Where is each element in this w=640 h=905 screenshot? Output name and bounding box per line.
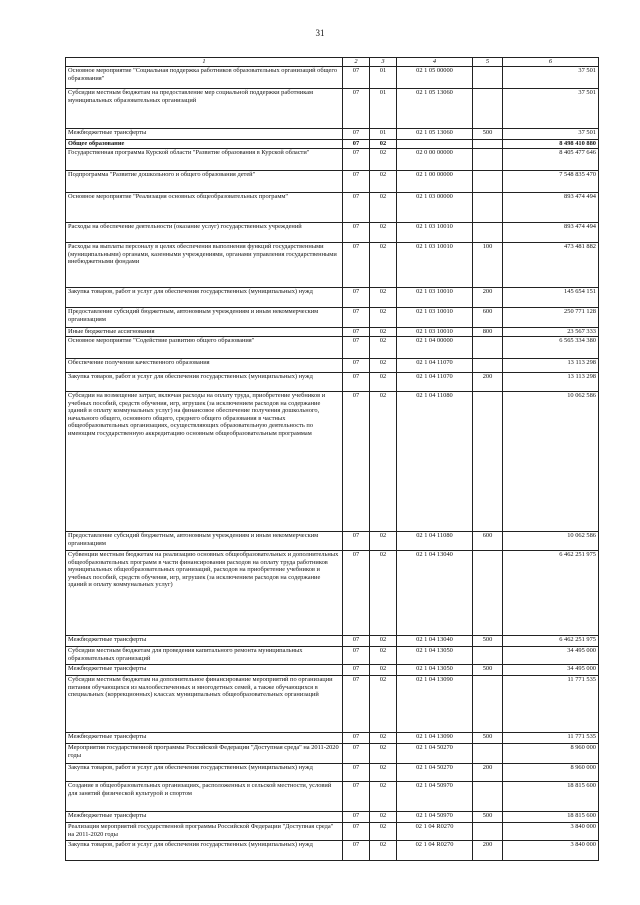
cell-name: Субсидии местным бюджетам для проведения капитального ремонта муниципальных образовательных организаций bbox=[66, 647, 343, 665]
cell-name: Межбюджетные трансферты bbox=[66, 665, 343, 676]
cell-section: 07 bbox=[343, 532, 370, 551]
cell-name: Создание в общеобразовательных организациях, расположенных в сельской местности, условий для занятий физической культурой и спортом bbox=[66, 782, 343, 812]
cell-subsection: 02 bbox=[370, 171, 397, 193]
cell-subsection: 02 bbox=[370, 140, 397, 149]
cell-amount: 11 771 535 bbox=[503, 676, 599, 733]
cell-section: 07 bbox=[343, 243, 370, 288]
cell-target-item: 02 1 05 13060 bbox=[397, 89, 473, 129]
cell-expense-type: 200 bbox=[473, 764, 503, 782]
table-row bbox=[66, 764, 599, 782]
cell-amount: 11 771 535 bbox=[503, 733, 599, 744]
cell-subsection: 02 bbox=[370, 733, 397, 744]
table-row bbox=[66, 744, 599, 764]
cell-expense-type: 500 bbox=[473, 636, 503, 647]
column-header: 4 bbox=[397, 58, 473, 67]
table-row bbox=[66, 359, 599, 373]
table-row bbox=[66, 392, 599, 532]
cell-subsection: 02 bbox=[370, 243, 397, 288]
table-row bbox=[66, 193, 599, 223]
cell-subsection: 02 bbox=[370, 373, 397, 392]
table-row bbox=[66, 676, 599, 733]
cell-subsection: 02 bbox=[370, 223, 397, 243]
cell-subsection: 02 bbox=[370, 676, 397, 733]
cell-amount: 34 495 000 bbox=[503, 647, 599, 665]
table-row bbox=[66, 636, 599, 647]
cell-section: 07 bbox=[343, 665, 370, 676]
cell-target-item: 02 1 04 13090 bbox=[397, 676, 473, 733]
cell-section: 07 bbox=[343, 308, 370, 328]
column-header: 1 bbox=[66, 58, 343, 67]
cell-target-item: 02 1 04 13050 bbox=[397, 665, 473, 676]
table-row bbox=[66, 67, 599, 89]
cell-amount: 145 654 151 bbox=[503, 288, 599, 308]
cell-section: 07 bbox=[343, 337, 370, 359]
cell-target-item: 02 1 03 10010 bbox=[397, 328, 473, 337]
cell-name: Субсидии местным бюджетам на дополнительное финансирование мероприятий по организации питания обучающихся из малообеспеченных и многодетных семей, а также обучающихся в специальных (коррекционных) классах муниципальных общеобразовательных организаций bbox=[66, 676, 343, 733]
cell-name: Закупка товаров, работ и услуг для обеспечения государственных (муниципальных) нужд bbox=[66, 373, 343, 392]
cell-subsection: 01 bbox=[370, 67, 397, 89]
cell-section: 07 bbox=[343, 373, 370, 392]
cell-subsection: 02 bbox=[370, 823, 397, 841]
cell-subsection: 02 bbox=[370, 149, 397, 171]
cell-target-item bbox=[397, 140, 473, 149]
cell-name: Субсидии на возмещение затрат, включая расходы на оплату труда, приобретение учебников и учебных пособий, средств обучения, игр, игрушек (за исключением расходов на содержание зданий и оплату коммунальных услуг) на финансовое обеспечение получения дошкольного, начального общего, основного общего, среднего общего образования в частных общеобразовательных организациях, осуществляющих образовательную деятельность по имеющим государственную аккредитацию основным общеобразовательным программам bbox=[66, 392, 343, 532]
cell-name: Обеспечение получения качественного образования bbox=[66, 359, 343, 373]
cell-subsection: 02 bbox=[370, 764, 397, 782]
cell-amount: 473 481 882 bbox=[503, 243, 599, 288]
cell-name: Расходы на обеспечение деятельности (оказание услуг) государственных учреждений bbox=[66, 223, 343, 243]
cell-expense-type bbox=[473, 171, 503, 193]
cell-expense-type: 200 bbox=[473, 373, 503, 392]
cell-section: 07 bbox=[343, 89, 370, 129]
cell-subsection: 02 bbox=[370, 328, 397, 337]
cell-target-item: 02 1 04 11080 bbox=[397, 392, 473, 532]
table-row bbox=[66, 665, 599, 676]
budget-table bbox=[65, 57, 599, 861]
column-header: 5 bbox=[473, 58, 503, 67]
cell-name: Предоставление субсидий бюджетным, автономным учреждениям и иным некоммерческим организациям bbox=[66, 532, 343, 551]
cell-subsection: 02 bbox=[370, 647, 397, 665]
table-row bbox=[66, 243, 599, 288]
cell-section: 07 bbox=[343, 782, 370, 812]
cell-subsection: 02 bbox=[370, 841, 397, 861]
cell-target-item: 02 1 04 R0270 bbox=[397, 841, 473, 861]
table-row bbox=[66, 812, 599, 823]
cell-expense-type: 200 bbox=[473, 841, 503, 861]
table-row bbox=[66, 782, 599, 812]
cell-target-item: 02 1 03 10010 bbox=[397, 288, 473, 308]
cell-name: Субсидии местным бюджетам на предоставление мер социальной поддержки работникам муниципальных образовательных организаций bbox=[66, 89, 343, 129]
table-row bbox=[66, 823, 599, 841]
cell-section: 07 bbox=[343, 392, 370, 532]
cell-subsection: 01 bbox=[370, 89, 397, 129]
cell-target-item: 02 1 04 13040 bbox=[397, 636, 473, 647]
cell-section: 07 bbox=[343, 764, 370, 782]
cell-section: 07 bbox=[343, 359, 370, 373]
cell-section: 07 bbox=[343, 149, 370, 171]
cell-expense-type bbox=[473, 193, 503, 223]
cell-target-item: 02 1 04 11070 bbox=[397, 373, 473, 392]
cell-section: 07 bbox=[343, 129, 370, 140]
cell-amount: 6 565 334 380 bbox=[503, 337, 599, 359]
cell-subsection: 02 bbox=[370, 288, 397, 308]
cell-amount: 893 474 494 bbox=[503, 223, 599, 243]
cell-name: Закупка товаров, работ и услуг для обеспечения государственных (муниципальных) нужд bbox=[66, 288, 343, 308]
cell-name: Закупка товаров, работ и услуг для обеспечения государственных (муниципальных) нужд bbox=[66, 841, 343, 861]
cell-section: 07 bbox=[343, 812, 370, 823]
cell-expense-type bbox=[473, 149, 503, 171]
cell-subsection: 02 bbox=[370, 359, 397, 373]
cell-expense-type bbox=[473, 359, 503, 373]
cell-expense-type: 500 bbox=[473, 129, 503, 140]
cell-target-item: 02 1 04 50270 bbox=[397, 764, 473, 782]
cell-expense-type bbox=[473, 744, 503, 764]
cell-name: Реализация мероприятий государственной программы Российской Федерации "Доступная среда" на 2011-2020 годы bbox=[66, 823, 343, 841]
cell-section: 07 bbox=[343, 647, 370, 665]
table-row bbox=[66, 337, 599, 359]
cell-expense-type: 500 bbox=[473, 812, 503, 823]
cell-section: 07 bbox=[343, 841, 370, 861]
cell-name: Межбюджетные трансферты bbox=[66, 733, 343, 744]
cell-subsection: 02 bbox=[370, 665, 397, 676]
cell-name: Основное мероприятие "Содействие развитию общего образования" bbox=[66, 337, 343, 359]
cell-subsection: 02 bbox=[370, 551, 397, 636]
cell-section: 07 bbox=[343, 193, 370, 223]
cell-section: 07 bbox=[343, 551, 370, 636]
cell-expense-type bbox=[473, 223, 503, 243]
cell-expense-type bbox=[473, 782, 503, 812]
cell-expense-type: 200 bbox=[473, 288, 503, 308]
cell-target-item: 02 1 03 10010 bbox=[397, 308, 473, 328]
cell-amount: 37 501 bbox=[503, 89, 599, 129]
cell-expense-type bbox=[473, 647, 503, 665]
cell-target-item: 02 1 04 11080 bbox=[397, 532, 473, 551]
cell-name: Межбюджетные трансферты bbox=[66, 636, 343, 647]
cell-section: 07 bbox=[343, 744, 370, 764]
cell-subsection: 02 bbox=[370, 636, 397, 647]
table-row bbox=[66, 733, 599, 744]
column-header: 2 bbox=[343, 58, 370, 67]
cell-amount: 18 815 600 bbox=[503, 812, 599, 823]
cell-amount: 13 113 298 bbox=[503, 373, 599, 392]
cell-expense-type bbox=[473, 89, 503, 129]
cell-expense-type bbox=[473, 67, 503, 89]
cell-amount: 8 498 410 880 bbox=[503, 140, 599, 149]
cell-expense-type bbox=[473, 140, 503, 149]
cell-target-item: 02 1 04 13090 bbox=[397, 733, 473, 744]
cell-target-item: 02 1 04 13050 bbox=[397, 647, 473, 665]
table-header-row bbox=[66, 58, 599, 67]
cell-amount: 23 567 333 bbox=[503, 328, 599, 337]
table-row bbox=[66, 171, 599, 193]
table-row bbox=[66, 328, 599, 337]
cell-amount: 13 113 298 bbox=[503, 359, 599, 373]
cell-expense-type bbox=[473, 823, 503, 841]
cell-subsection: 02 bbox=[370, 308, 397, 328]
cell-expense-type: 100 bbox=[473, 243, 503, 288]
cell-amount: 10 062 586 bbox=[503, 532, 599, 551]
cell-target-item: 02 1 05 13060 bbox=[397, 129, 473, 140]
table-row bbox=[66, 288, 599, 308]
cell-expense-type bbox=[473, 337, 503, 359]
table-row bbox=[66, 149, 599, 171]
table-row bbox=[66, 373, 599, 392]
cell-name: Государственная программа Курской области "Развитие образования в Курской области" bbox=[66, 149, 343, 171]
cell-target-item: 02 1 04 50270 bbox=[397, 744, 473, 764]
table-row bbox=[66, 140, 599, 149]
column-header: 3 bbox=[370, 58, 397, 67]
cell-target-item: 02 1 04 00000 bbox=[397, 337, 473, 359]
cell-amount: 8 960 000 bbox=[503, 744, 599, 764]
table-row bbox=[66, 129, 599, 140]
cell-target-item: 02 1 00 00000 bbox=[397, 171, 473, 193]
cell-amount: 8 405 477 646 bbox=[503, 149, 599, 171]
cell-subsection: 02 bbox=[370, 392, 397, 532]
cell-subsection: 02 bbox=[370, 532, 397, 551]
cell-expense-type: 500 bbox=[473, 665, 503, 676]
cell-expense-type bbox=[473, 392, 503, 532]
cell-name: Общее образование bbox=[66, 140, 343, 149]
table-row bbox=[66, 308, 599, 328]
cell-subsection: 01 bbox=[370, 129, 397, 140]
cell-target-item: 02 1 04 R0270 bbox=[397, 823, 473, 841]
table-row bbox=[66, 223, 599, 243]
cell-target-item: 02 1 05 00000 bbox=[397, 67, 473, 89]
cell-subsection: 02 bbox=[370, 744, 397, 764]
table-row bbox=[66, 841, 599, 861]
cell-amount: 7 548 835 470 bbox=[503, 171, 599, 193]
cell-section: 07 bbox=[343, 823, 370, 841]
cell-target-item: 02 1 03 10010 bbox=[397, 223, 473, 243]
cell-section: 07 bbox=[343, 636, 370, 647]
cell-section: 07 bbox=[343, 67, 370, 89]
cell-amount: 3 840 000 bbox=[503, 841, 599, 861]
cell-name: Межбюджетные трансферты bbox=[66, 812, 343, 823]
cell-expense-type: 600 bbox=[473, 308, 503, 328]
cell-name: Основное мероприятие "Реализация основных общеобразовательных программ" bbox=[66, 193, 343, 223]
cell-target-item: 02 1 04 13040 bbox=[397, 551, 473, 636]
cell-amount: 3 840 000 bbox=[503, 823, 599, 841]
cell-section: 07 bbox=[343, 223, 370, 243]
cell-name: Иные бюджетные ассигнования bbox=[66, 328, 343, 337]
cell-amount: 34 495 000 bbox=[503, 665, 599, 676]
cell-section: 07 bbox=[343, 288, 370, 308]
cell-amount: 37 501 bbox=[503, 129, 599, 140]
table-row bbox=[66, 532, 599, 551]
cell-target-item: 02 0 00 00000 bbox=[397, 149, 473, 171]
table-row bbox=[66, 551, 599, 636]
cell-amount: 10 062 586 bbox=[503, 392, 599, 532]
column-header: 6 bbox=[503, 58, 599, 67]
cell-subsection: 02 bbox=[370, 782, 397, 812]
cell-amount: 18 815 600 bbox=[503, 782, 599, 812]
cell-expense-type: 800 bbox=[473, 328, 503, 337]
cell-name: Субвенции местным бюджетам на реализацию основных общеобразовательных и дополнительных общеобразовательных программ в части финансирования расходов на оплату труда работников муниципальных общеобразовательных организаций, расходов на приобретение учебников и учебных пособий, средств обучения, игр, игрушек (за исключением расходов на содержание зданий и оплату коммунальных услуг) bbox=[66, 551, 343, 636]
cell-target-item: 02 1 04 11070 bbox=[397, 359, 473, 373]
cell-expense-type: 600 bbox=[473, 532, 503, 551]
cell-name: Основное мероприятие "Социальная поддержка работников образовательных организаций общего образования" bbox=[66, 67, 343, 89]
cell-target-item: 02 1 04 50970 bbox=[397, 782, 473, 812]
cell-name: Межбюджетные трансферты bbox=[66, 129, 343, 140]
cell-amount: 37 501 bbox=[503, 67, 599, 89]
cell-amount: 6 462 251 975 bbox=[503, 551, 599, 636]
cell-amount: 8 960 000 bbox=[503, 764, 599, 782]
table-row bbox=[66, 89, 599, 129]
cell-subsection: 02 bbox=[370, 812, 397, 823]
cell-target-item: 02 1 04 50970 bbox=[397, 812, 473, 823]
cell-name: Закупка товаров, работ и услуг для обеспечения государственных (муниципальных) нужд bbox=[66, 764, 343, 782]
cell-amount: 893 474 494 bbox=[503, 193, 599, 223]
cell-name: Подпрограмма "Развитие дошкольного и общего образования детей" bbox=[66, 171, 343, 193]
cell-name: Мероприятия государственной программы Российской Федерации "Доступная среда" на 2011-2020 годы bbox=[66, 744, 343, 764]
cell-section: 07 bbox=[343, 140, 370, 149]
cell-target-item: 02 1 03 00000 bbox=[397, 193, 473, 223]
table-row bbox=[66, 647, 599, 665]
cell-amount: 6 462 251 975 bbox=[503, 636, 599, 647]
cell-section: 07 bbox=[343, 676, 370, 733]
cell-expense-type bbox=[473, 676, 503, 733]
cell-target-item: 02 1 03 10010 bbox=[397, 243, 473, 288]
cell-subsection: 02 bbox=[370, 193, 397, 223]
cell-name: Предоставление субсидий бюджетным, автономным учреждениям и иным некоммерческим организациям bbox=[66, 308, 343, 328]
cell-expense-type: 500 bbox=[473, 733, 503, 744]
cell-section: 07 bbox=[343, 733, 370, 744]
cell-amount: 250 771 128 bbox=[503, 308, 599, 328]
cell-section: 07 bbox=[343, 171, 370, 193]
cell-name: Расходы на выплаты персоналу в целях обеспечения выполнения функций государственными (муниципальными) органами, казенными учреждениями, органами управления государственными внебюджетными фондами bbox=[66, 243, 343, 288]
cell-subsection: 02 bbox=[370, 337, 397, 359]
cell-section: 07 bbox=[343, 328, 370, 337]
cell-expense-type bbox=[473, 551, 503, 636]
page-number: 31 bbox=[315, 28, 325, 38]
